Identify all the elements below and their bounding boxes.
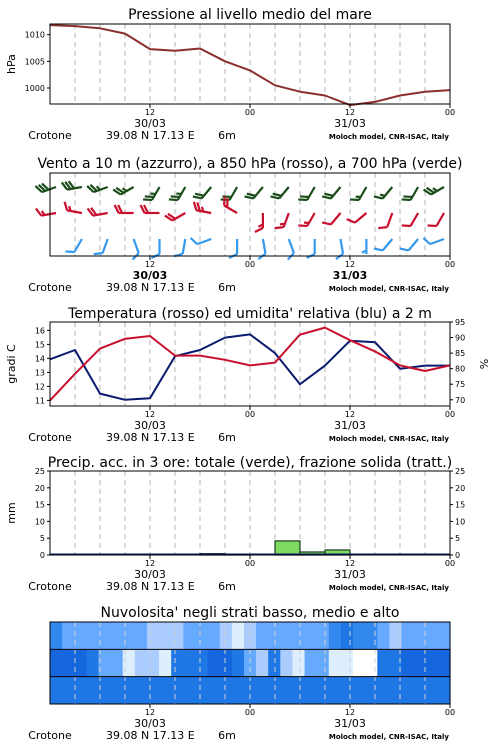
model-credit: Moloch model, CNR-ISAC, Italy: [328, 733, 449, 741]
y-tick-label: 10: [34, 517, 45, 527]
barb-staff: [279, 187, 289, 198]
cloud-cell: [317, 677, 330, 704]
location-name: Crotone: [28, 729, 72, 742]
x-tick-label: 00: [444, 708, 456, 717]
chart-title-2: Vento a 10 m (azzurro), a 850 hPa (rosso), a 700 hPa (verde): [37, 156, 463, 172]
cloud-cell: [208, 649, 221, 676]
cloud-cell: [438, 677, 451, 704]
y-tick-label: 25: [34, 467, 45, 476]
cloud-cell: [353, 677, 366, 704]
wind-barb: [245, 182, 263, 202]
date-label: 31/03: [334, 717, 366, 730]
wind-barb: [165, 206, 185, 222]
wind-barb: [62, 179, 82, 190]
cloud-cell: [195, 649, 208, 676]
wind-barb: [35, 179, 56, 193]
x-tick-label: 12: [144, 559, 156, 568]
wind-barb: [152, 239, 160, 258]
location-coords: 39.08 N 17.13 E: [106, 580, 195, 593]
x-tick-label: 00: [444, 108, 456, 117]
cloud-cell: [353, 622, 366, 649]
barb-flag: [275, 224, 284, 230]
y-tick-label-right: 10: [455, 517, 466, 527]
cloud-cell: [256, 622, 269, 649]
wind-barb: [350, 183, 366, 203]
barb-flag: [65, 248, 74, 255]
wind-barb: [402, 183, 418, 203]
barb-staff: [284, 213, 289, 227]
cloud-cell: [329, 649, 342, 676]
y-tick-label-right: 25: [455, 467, 466, 476]
wind-barb: [115, 205, 134, 213]
barb-staff: [103, 239, 108, 253]
chart-title-1: Pressione al livello medio del mare: [128, 7, 372, 23]
y-axis-label: mm: [5, 502, 18, 524]
precip-bar: [275, 541, 300, 555]
model-credit: Moloch model, CNR-ISAC, Italy: [328, 435, 449, 443]
location-coords: 39.08 N 17.13 E: [106, 281, 195, 294]
wind-barb: [298, 209, 314, 229]
cloud-cell: [341, 622, 354, 649]
wind-barb: [275, 210, 289, 231]
model-credit: Moloch model, CNR-ISAC, Italy: [328, 285, 449, 293]
date-label: 31/03: [334, 117, 366, 130]
location-elevation: 6m: [218, 129, 236, 142]
barb-staff: [307, 213, 315, 226]
y-axis-label-right: %: [478, 358, 491, 370]
cloud-cell: [135, 677, 148, 704]
cloud-cell: [74, 677, 87, 704]
y-tick-label-right: 95: [455, 318, 466, 327]
y-tick-label-right: 75: [455, 380, 466, 390]
location-name: Crotone: [28, 431, 72, 444]
wind-barb: [87, 179, 108, 193]
location-name: Crotone: [28, 129, 72, 142]
wind-barb: [192, 202, 212, 213]
x-tick-label: 00: [244, 108, 256, 117]
date-label: 31/03: [334, 419, 366, 432]
cloud-cell: [305, 622, 318, 649]
cloud-cell: [365, 677, 378, 704]
wind-barb: [36, 205, 56, 216]
x-tick-label: 12: [144, 410, 156, 419]
y-tick-label: 14: [34, 354, 45, 364]
x-tick-label: 12: [344, 410, 356, 419]
cloud-cell: [135, 649, 148, 676]
barb-staff: [224, 206, 237, 214]
cloud-cell: [195, 677, 208, 704]
cloud-cell: [317, 622, 330, 649]
model-credit: Moloch model, CNR-ISAC, Italy: [328, 133, 449, 141]
y-tick-label-right: 80: [455, 364, 466, 374]
barb-flag: [428, 222, 437, 229]
date-label: 31/03: [332, 269, 368, 282]
cloud-cell: [159, 677, 172, 704]
cloud-cell: [159, 622, 172, 649]
y-tick-label: 1010: [24, 30, 45, 40]
cloud-cell: [426, 677, 439, 704]
y-tick-label: 16: [34, 326, 45, 336]
x-tick-label: 00: [444, 559, 456, 568]
cloud-cell: [353, 649, 366, 676]
cloud-cell: [135, 622, 148, 649]
barb-staff: [331, 213, 341, 224]
x-tick-label: 12: [344, 108, 356, 117]
cloud-cell: [171, 622, 184, 649]
barb-staff: [437, 213, 445, 226]
wind-barb: [424, 180, 444, 196]
barb-staff: [383, 187, 393, 198]
wind-barb: [221, 183, 237, 203]
x-tick-label: 12: [144, 708, 156, 717]
date-label: 30/03: [134, 568, 166, 581]
y-tick-label-right: 20: [455, 483, 466, 493]
cloud-cell: [402, 677, 415, 704]
cloud-cell: [292, 649, 305, 676]
barb-flag: [378, 224, 387, 230]
wind-barb: [174, 238, 185, 258]
barb-staff: [67, 210, 82, 213]
x-tick-label: 00: [244, 260, 256, 269]
barb-flag: [174, 252, 183, 257]
cloud-cell: [280, 677, 293, 704]
cloud-cell: [62, 649, 75, 676]
barb-flag: [36, 208, 41, 217]
barb-staff: [183, 239, 186, 254]
cloud-cell: [183, 622, 196, 649]
cloud-cell: [305, 649, 318, 676]
y-tick-label: 1000: [24, 84, 45, 93]
cloud-cell: [365, 622, 378, 649]
barb-staff: [408, 239, 418, 250]
wind-barb: [423, 231, 444, 245]
cloud-cell: [50, 622, 63, 649]
x-tick-label: 00: [244, 410, 256, 419]
y-tick-label-right: 15: [455, 500, 466, 510]
cloud-cell: [147, 622, 160, 649]
cloud-cell: [220, 622, 233, 649]
x-tick-label: 12: [344, 260, 356, 269]
wind-barb: [88, 205, 108, 216]
location-coords: 39.08 N 17.13 E: [106, 129, 195, 142]
cloud-cell: [50, 649, 63, 676]
chart-title-5: Nuvolosita' negli strati basso, medio e alto: [100, 605, 400, 621]
y-tick-label: 15: [34, 340, 45, 350]
location-elevation: 6m: [218, 431, 236, 444]
cloud-cell: [256, 677, 269, 704]
cloud-cell: [62, 622, 75, 649]
wind-barb: [378, 210, 392, 231]
barb-staff: [331, 187, 341, 198]
cloud-cell: [208, 622, 221, 649]
barb-staff: [134, 239, 139, 253]
y-axis-label: hPa: [5, 54, 18, 74]
barb-staff: [74, 239, 82, 252]
barb-flag: [191, 237, 197, 246]
y-tick-label: 11: [34, 396, 45, 406]
cloud-cell: [220, 677, 233, 704]
wind-barb: [362, 239, 367, 254]
y-tick-label: 15: [34, 500, 45, 510]
cloud-cell: [147, 649, 160, 676]
chart-title-4: Precip. acc. in 3 ore: totale (verde), frazione solida (tratt.): [47, 455, 453, 471]
cloud-cell: [183, 677, 196, 704]
wind-barb: [65, 235, 81, 255]
cloud-cell: [171, 649, 184, 676]
cloud-cell: [86, 622, 99, 649]
barb-staff: [411, 187, 419, 200]
barb-staff: [307, 187, 315, 200]
cloud-cell: [305, 677, 318, 704]
wind-barb: [374, 234, 392, 254]
cloud-cell: [414, 649, 427, 676]
x-tick-label: 00: [444, 410, 456, 419]
cloud-cell: [62, 677, 75, 704]
wind-barb: [229, 239, 237, 258]
barb-flag: [423, 237, 429, 246]
cloud-cell: [292, 677, 305, 704]
x-tick-label: 00: [244, 559, 256, 568]
cloud-cell: [317, 649, 330, 676]
wind-barb: [113, 180, 133, 196]
cloud-cell: [426, 649, 439, 676]
cloud-cell: [280, 649, 293, 676]
wind-barb: [374, 182, 392, 202]
cloud-cell: [171, 677, 184, 704]
wind-barb: [169, 183, 185, 203]
y-tick-label: 1005: [24, 57, 45, 67]
y-axis-label: gradi C: [5, 344, 18, 384]
cloud-cell: [426, 622, 439, 649]
cloud-cell: [195, 622, 208, 649]
cloud-cell: [377, 649, 390, 676]
date-label: 30/03: [134, 117, 166, 130]
cloud-cell: [280, 622, 293, 649]
location-name: Crotone: [28, 580, 72, 593]
x-tick-label: 00: [444, 260, 456, 269]
barb-staff: [202, 187, 212, 198]
x-tick-label: 00: [244, 708, 256, 717]
cloud-cell: [292, 622, 305, 649]
location-name: Crotone: [28, 281, 72, 294]
cloud-cell: [329, 677, 342, 704]
barb-flag: [255, 228, 263, 232]
cloud-cell: [402, 622, 415, 649]
cloud-cell: [341, 649, 354, 676]
y-tick-label: 0: [39, 551, 45, 560]
y-tick-label: 12: [34, 382, 45, 392]
cloud-cell: [414, 622, 427, 649]
barb-staff: [411, 213, 419, 226]
cloud-cell: [111, 649, 124, 676]
cloud-cell: [86, 649, 99, 676]
location-elevation: 6m: [218, 729, 236, 742]
barb-staff: [289, 239, 294, 253]
cloud-cell: [111, 622, 124, 649]
x-tick-label: 12: [144, 260, 156, 269]
date-label: 30/03: [134, 717, 166, 730]
date-label: 31/03: [334, 568, 366, 581]
cloud-cell: [232, 622, 245, 649]
cloud-cell: [111, 677, 124, 704]
barb-staff: [197, 239, 211, 244]
y-tick-label-right: 85: [455, 349, 466, 359]
cloud-cell: [329, 622, 342, 649]
cloud-cell: [377, 622, 390, 649]
y-tick-label: 5: [39, 534, 45, 544]
chart-title-3: Temperatura (rosso) ed umidita' relativa (blu) a 2 m: [68, 306, 432, 322]
date-label: 30/03: [134, 419, 166, 432]
cloud-cell: [147, 677, 160, 704]
cloud-cell: [341, 677, 354, 704]
barb-staff: [355, 213, 366, 223]
cloud-cell: [414, 677, 427, 704]
wind-barb: [428, 209, 444, 229]
barb-flag: [347, 217, 355, 226]
y-tick-label-right: 70: [455, 395, 466, 405]
wind-barb: [126, 239, 140, 260]
cloud-cell: [220, 649, 233, 676]
location-elevation: 6m: [218, 580, 236, 593]
y-tick-label-right: 0: [455, 551, 461, 560]
wind-barb: [63, 202, 83, 213]
barb-staff: [387, 213, 392, 227]
cloud-cell: [232, 649, 245, 676]
wind-barb: [191, 231, 212, 245]
y-tick-label-right: 90: [455, 333, 466, 343]
wind-barb: [270, 182, 288, 202]
barb-staff: [253, 187, 263, 198]
wind-barb: [400, 234, 418, 254]
wind-barb: [255, 213, 263, 232]
barb-staff: [430, 239, 444, 244]
wind-barb: [193, 182, 211, 202]
y-tick-label: 20: [34, 483, 45, 493]
cloud-cell: [208, 677, 221, 704]
cloud-cell: [183, 649, 196, 676]
x-tick-label: 12: [144, 108, 156, 117]
wind-barb: [307, 239, 315, 258]
cloud-cell: [438, 649, 451, 676]
cloud-cell: [256, 649, 269, 676]
barb-staff: [383, 239, 393, 250]
cloud-cell: [402, 649, 415, 676]
cloud-cell: [74, 649, 87, 676]
location-elevation: 6m: [218, 281, 236, 294]
barb-staff: [341, 239, 344, 254]
barb-flag: [63, 202, 68, 211]
x-tick-label: 12: [344, 559, 356, 568]
cloud-cell: [50, 677, 63, 704]
barb-flag: [400, 245, 409, 253]
model-credit: Moloch model, CNR-ISAC, Italy: [328, 584, 449, 592]
cloud-cell: [86, 677, 99, 704]
cloud-cell: [377, 677, 390, 704]
y-tick-label: 13: [34, 368, 45, 378]
barb-staff: [263, 239, 266, 254]
y-tick-label-right: 5: [455, 534, 461, 544]
location-coords: 39.08 N 17.13 E: [106, 431, 195, 444]
location-coords: 39.08 N 17.13 E: [106, 729, 195, 742]
wind-barb: [298, 183, 314, 203]
wind-barb: [143, 183, 159, 203]
cloud-cell: [232, 677, 245, 704]
x-tick-label: 12: [344, 708, 356, 717]
wind-barb: [402, 209, 418, 229]
cloud-cell: [438, 622, 451, 649]
cloud-cell: [74, 622, 87, 649]
wind-barb: [94, 236, 108, 257]
wind-barb: [281, 239, 295, 260]
barb-flag: [322, 219, 331, 227]
barb-flag: [402, 222, 411, 229]
barb-staff: [359, 187, 367, 200]
cloud-cell: [365, 649, 378, 676]
barb-staff: [230, 187, 238, 200]
date-label: 30/03: [132, 269, 168, 282]
cloud-cell: [159, 649, 172, 676]
